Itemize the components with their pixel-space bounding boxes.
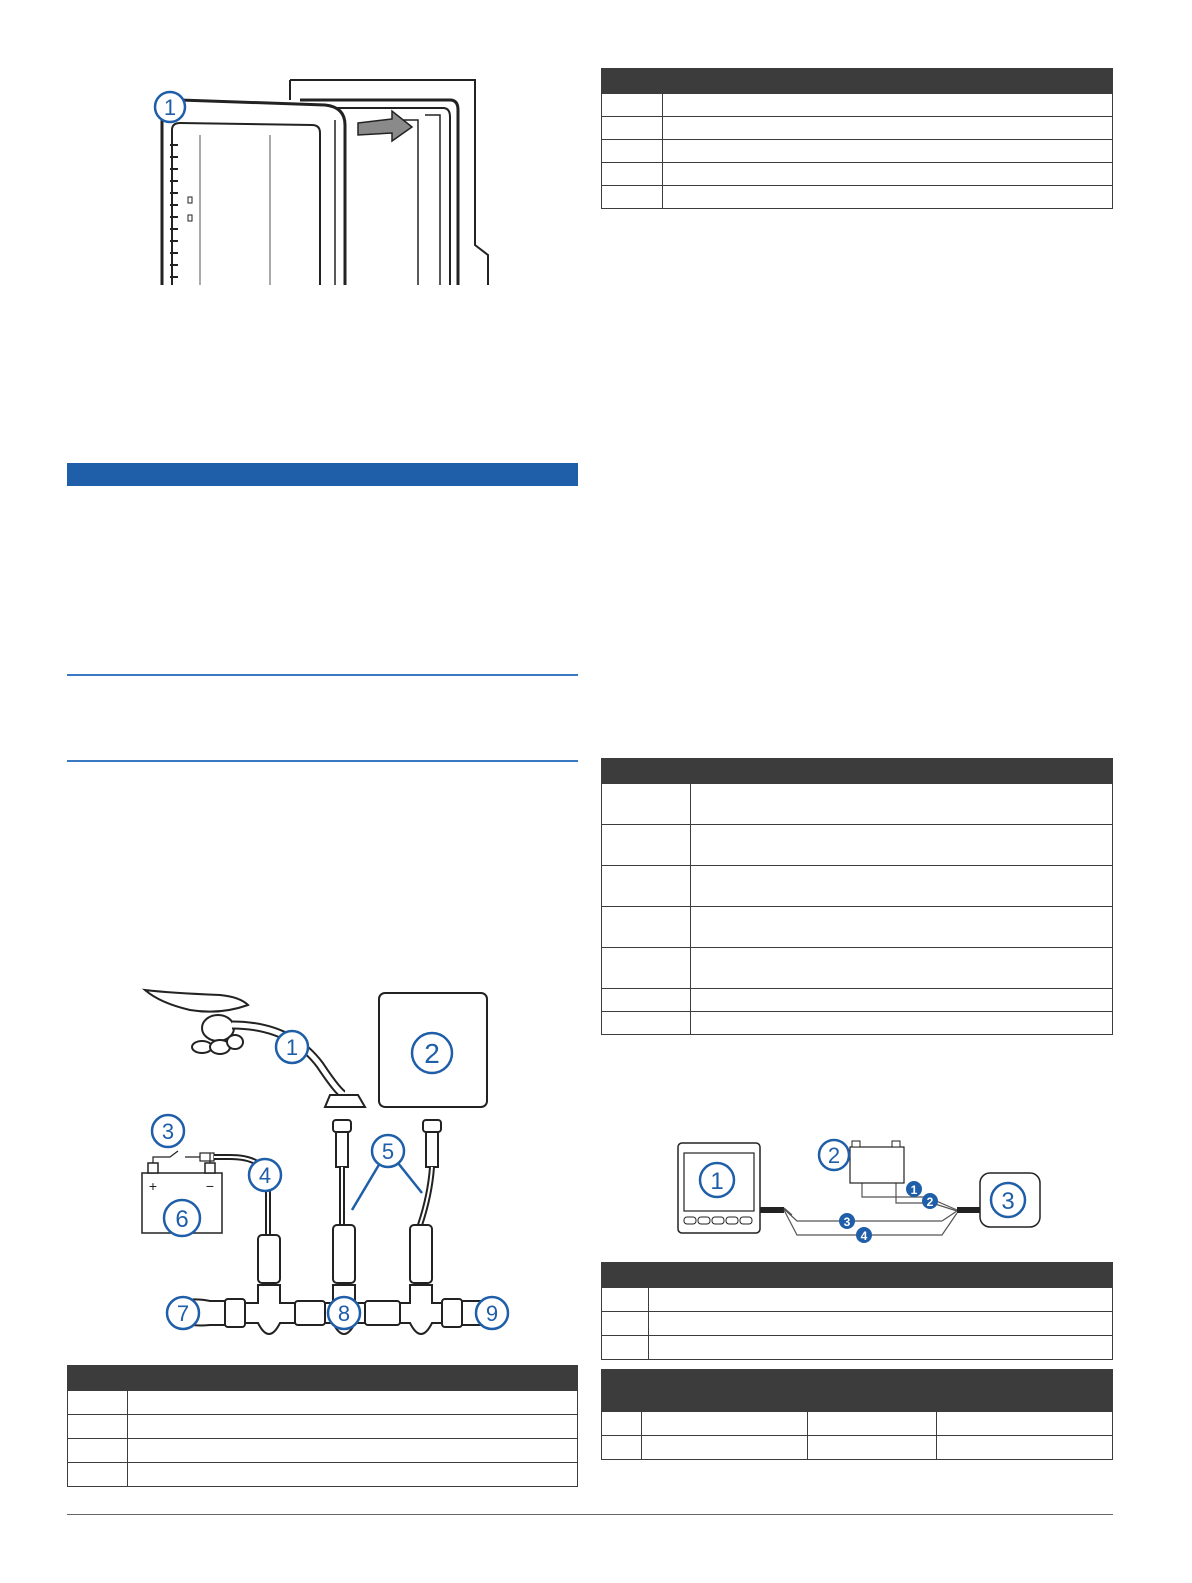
svg-text:6: 6 [175,1206,189,1233]
table-row [602,186,1113,209]
table-row [602,1312,1113,1336]
svg-text:5: 5 [381,1139,395,1164]
table-row [602,907,1113,948]
table-row [68,1463,578,1487]
svg-text:9: 9 [485,1301,499,1326]
table-row [602,94,1113,117]
table-header [68,1366,578,1391]
svg-text:2: 2 [827,1143,841,1168]
footer-rule [67,1514,1113,1515]
table-row [602,866,1113,907]
table-header [602,69,1113,94]
wire-length-table [601,1369,1113,1460]
table-row [602,1288,1113,1312]
table-row [602,825,1113,866]
table-header [602,1370,1113,1412]
svg-text:+: + [148,1178,158,1194]
nmea-network-illustration [130,985,530,1350]
svg-text:4: 4 [860,1229,868,1243]
table-row [602,1412,1113,1436]
svg-text:3: 3 [843,1215,851,1229]
table-row [602,1436,1113,1460]
table-row [602,163,1113,186]
svg-text:1: 1 [710,1168,724,1195]
table-row [602,140,1113,163]
section-heading-bar [67,463,578,486]
table-row [602,784,1113,825]
power-wiring-illustration [672,1135,1042,1250]
svg-text:1: 1 [910,1183,918,1197]
callout-1-label: 1 [163,95,177,120]
svg-text:3: 3 [1001,1188,1015,1215]
table-row [602,948,1113,989]
install-illustration [140,75,500,290]
svg-text:−: − [205,1178,215,1194]
nmea-network-figure [130,985,530,1350]
svg-text:2: 2 [424,1038,440,1069]
callout-table-top-right [601,68,1113,209]
table-row [68,1439,578,1463]
svg-text:4: 4 [258,1163,272,1188]
svg-text:2: 2 [926,1195,934,1209]
note-rule-top [67,674,578,676]
table-row [68,1415,578,1439]
install-figure [140,75,500,290]
note-rule-bottom [67,760,578,762]
svg-text:8: 8 [337,1301,351,1326]
table-row [602,1012,1113,1035]
svg-text:7: 7 [176,1301,190,1326]
table-row [602,1336,1113,1360]
callout-table-bottom-right [601,1262,1113,1360]
table-row [602,989,1113,1012]
table-row [68,1391,578,1415]
callout-table-left [67,1365,578,1487]
table-row [602,117,1113,140]
svg-text:1: 1 [285,1035,299,1060]
power-wiring-figure [672,1135,1042,1250]
wire-table-middle-right [601,758,1113,1035]
table-header [602,1263,1113,1288]
table-header [602,759,1113,784]
svg-text:3: 3 [161,1119,175,1144]
